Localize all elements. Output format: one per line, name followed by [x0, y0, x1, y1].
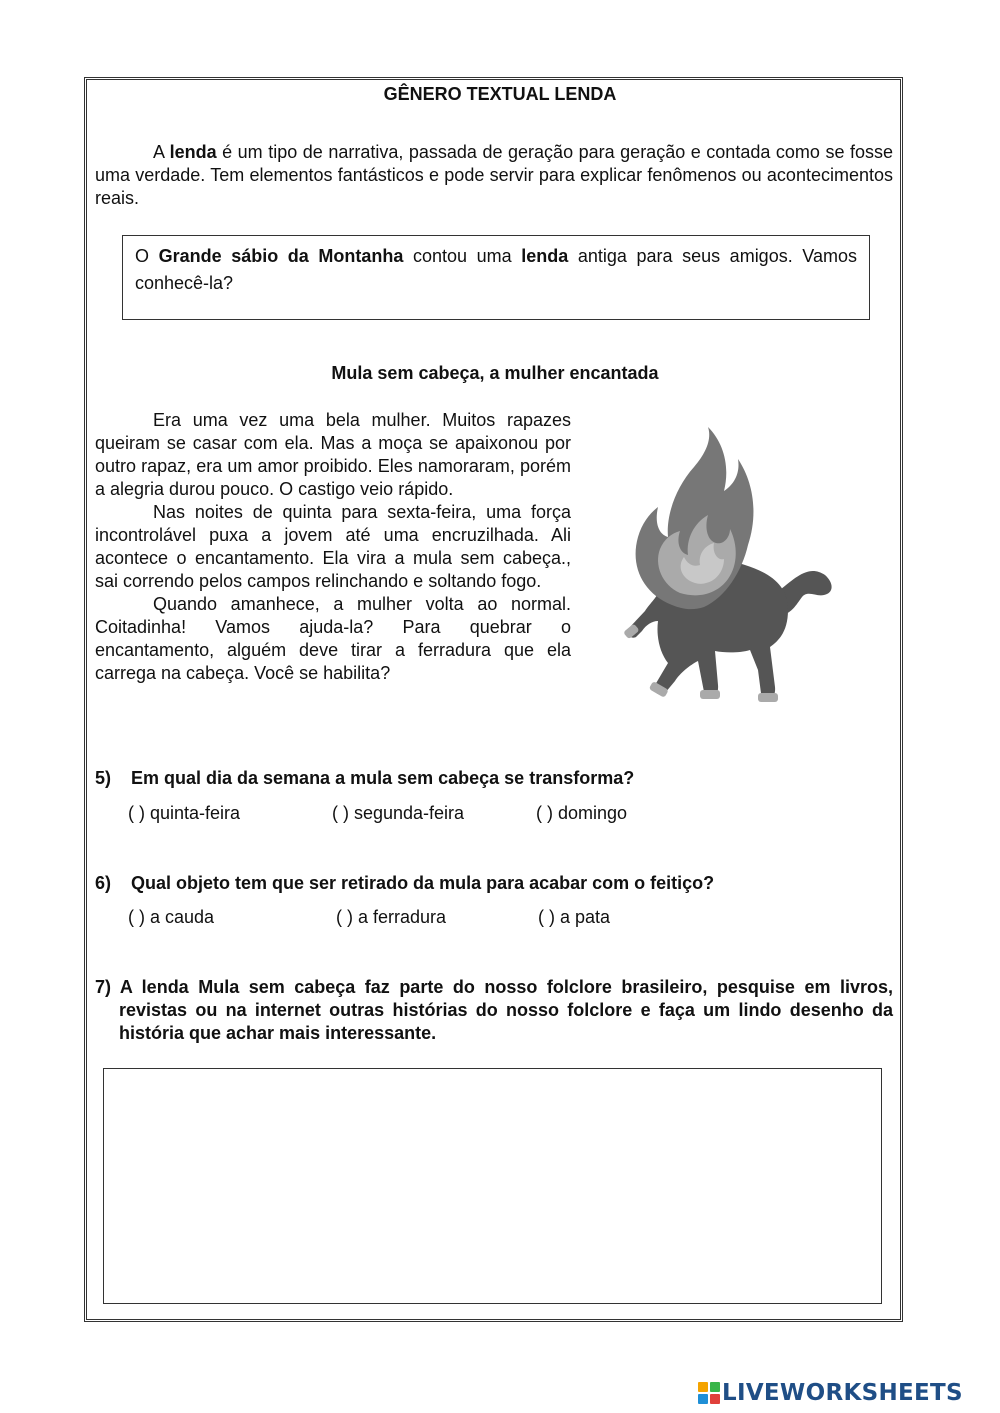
question-6	[95, 873, 714, 894]
sage-bold-2: lenda	[521, 246, 569, 266]
mule-hoof	[700, 690, 720, 699]
story-paragraph: Era uma vez uma bela mulher. Muitos rapazes queiram se casar com ela. Mas a moça se apaixonou por outro rapaz, era um amor proibido. Eles namoraram, porém a alegria durou pouco. O castigo veio rápido.	[95, 410, 571, 499]
story-paragraph: Quando amanhece, a mulher volta ao normal. Coitadinha! Vamos ajuda-la? Para quebrar o encantamento, alguém deve tirar a ferradura que ela carrega na cabeça. Você se habilita?	[95, 594, 571, 683]
sage-text-3: antiga para seus amigos. Vamos conhecê-la?	[135, 246, 857, 293]
option-checkbox[interactable]: ( ) segunda-feira	[332, 803, 465, 823]
sage-box	[122, 235, 870, 320]
intro-text-1: A	[153, 142, 170, 162]
intro-text-2: é um tipo de narrativa, passada de geração para geração e contada como se fosse uma verdade. Tem elementos fantásticos e pode servir para explicar fenômenos ou acontecimentos reais.	[95, 142, 894, 208]
mule-hoof	[758, 693, 778, 702]
question-5-text: Em qual dia da semana a mula sem cabeça se transforma?	[131, 768, 635, 788]
question-7: 7) A lenda Mula sem cabeça faz parte do nosso folclore brasileiro, pesquise em livros, revistas ou na internet outras histórias do nosso folclore e faça um lindo desenho da história que achar mais interessante.	[95, 977, 893, 1043]
option-checkbox[interactable]: ( ) quinta-feira	[128, 803, 241, 823]
option-checkbox[interactable]: ( ) domingo	[536, 803, 628, 823]
story-text	[95, 409, 571, 685]
brand-name: LIVEWORKSHEETS	[722, 1380, 963, 1406]
liveworksheets-logo-icon	[698, 1382, 720, 1404]
option-checkbox[interactable]: ( ) a ferradura	[336, 907, 447, 927]
headless-mule-illustration	[620, 425, 840, 720]
page-title: GÊNERO TEXTUAL LENDA	[383, 84, 617, 104]
sage-bold-1: Grande sábio da Montanha	[158, 246, 404, 266]
option-checkbox[interactable]: ( ) a pata	[538, 907, 611, 927]
question-6-number: 6)	[95, 873, 112, 893]
liveworksheets-brand	[698, 1376, 963, 1410]
sage-text-2: contou uma	[403, 246, 522, 266]
question-6-text: Qual objeto tem que ser retirado da mula para acabar com o feitiço?	[131, 873, 715, 893]
drawing-area[interactable]	[103, 1068, 882, 1304]
option-checkbox[interactable]: ( ) a cauda	[128, 907, 215, 927]
sage-text-1: O	[135, 246, 159, 266]
intro-paragraph	[95, 141, 893, 210]
story-title: Mula sem cabeça, a mulher encantada	[331, 363, 659, 383]
question-5	[95, 768, 634, 789]
story-paragraph: Nas noites de quinta para sexta-feira, uma força incontrolável puxa a jovem até uma encruzilhada. Ali acontece o encantamento. Ela vira a mula sem cabeça., sai correndo pelos campos relinchando e soltando fogo.	[95, 502, 571, 591]
intro-bold-lenda: lenda	[169, 142, 217, 162]
question-5-number: 5)	[95, 768, 112, 788]
